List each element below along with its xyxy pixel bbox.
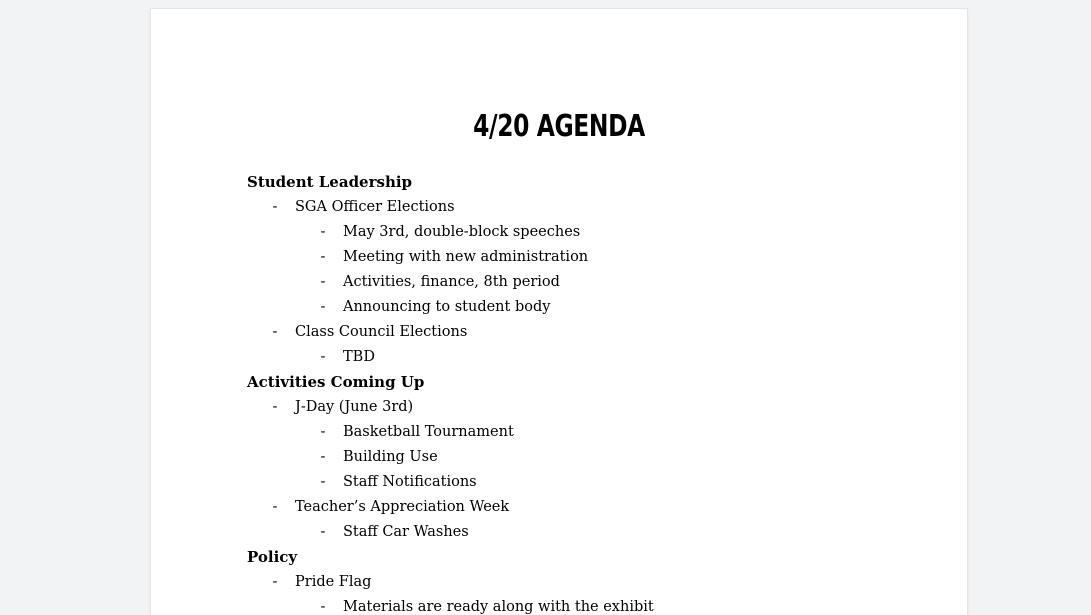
sub-list-item-text: Meeting with new administration [343,249,589,265]
dash-bullet: - [320,449,326,465]
list-item-text: Pride Flag [295,574,372,590]
sub-list-item-text: Staff Car Washes [343,524,469,540]
dash-bullet: - [320,274,326,290]
dash-bullet: - [272,499,278,515]
section-heading-student-leadership: Student Leadership [247,173,413,191]
dash-bullet: - [320,224,326,240]
list-item [247,395,887,420]
list-item [247,570,887,595]
list-item [247,195,887,220]
dash-bullet: - [272,399,278,415]
sub-list-item-text: Announcing to student body [343,299,551,315]
section-heading-activities: Activities Coming Up [247,373,425,391]
list-item [247,495,887,520]
sub-list-item [247,595,887,615]
list-item [247,320,887,345]
sub-list-item [247,470,887,495]
list-item-text: Teacher’s Appreciation Week [295,499,510,515]
sub-list-item [247,420,887,445]
sub-list-item [247,445,887,470]
dash-bullet: - [320,249,326,265]
sub-list-item [247,295,887,320]
dash-bullet: - [272,199,278,215]
list-item-text: Class Council Elections [295,324,468,340]
dash-bullet: - [320,599,326,615]
list-item-text: J-Day (June 3rd) [295,399,414,415]
sub-list-item [247,345,887,370]
agenda-body [247,170,887,615]
sub-list-item-text: Building Use [343,449,438,465]
dash-bullet: - [320,299,326,315]
section-heading-policy: Policy [247,548,298,566]
dash-bullet: - [320,349,326,365]
sub-list-item-text: Staff Notifications [343,474,477,490]
dash-bullet: - [272,324,278,340]
dash-bullet: - [320,474,326,490]
dash-bullet: - [320,524,326,540]
sub-list-item-text: May 3rd, double-block speeches [343,224,581,240]
sub-list-item [247,220,887,245]
document-title: 4/20 AGENDA [473,109,645,144]
dash-bullet: - [272,574,278,590]
dash-bullet: - [320,424,326,440]
sub-list-item-text: Materials are ready along with the exhibit [343,599,654,615]
sub-list-item [247,270,887,295]
sub-list-item [247,245,887,270]
sub-list-item-text: TBD [343,349,375,365]
document-page[interactable] [151,9,967,615]
sub-list-item-text: Activities, finance, 8th period [343,274,560,290]
sub-list-item [247,520,887,545]
sub-list-item-text: Basketball Tournament [343,424,514,440]
list-item-text: SGA Officer Elections [295,199,455,215]
